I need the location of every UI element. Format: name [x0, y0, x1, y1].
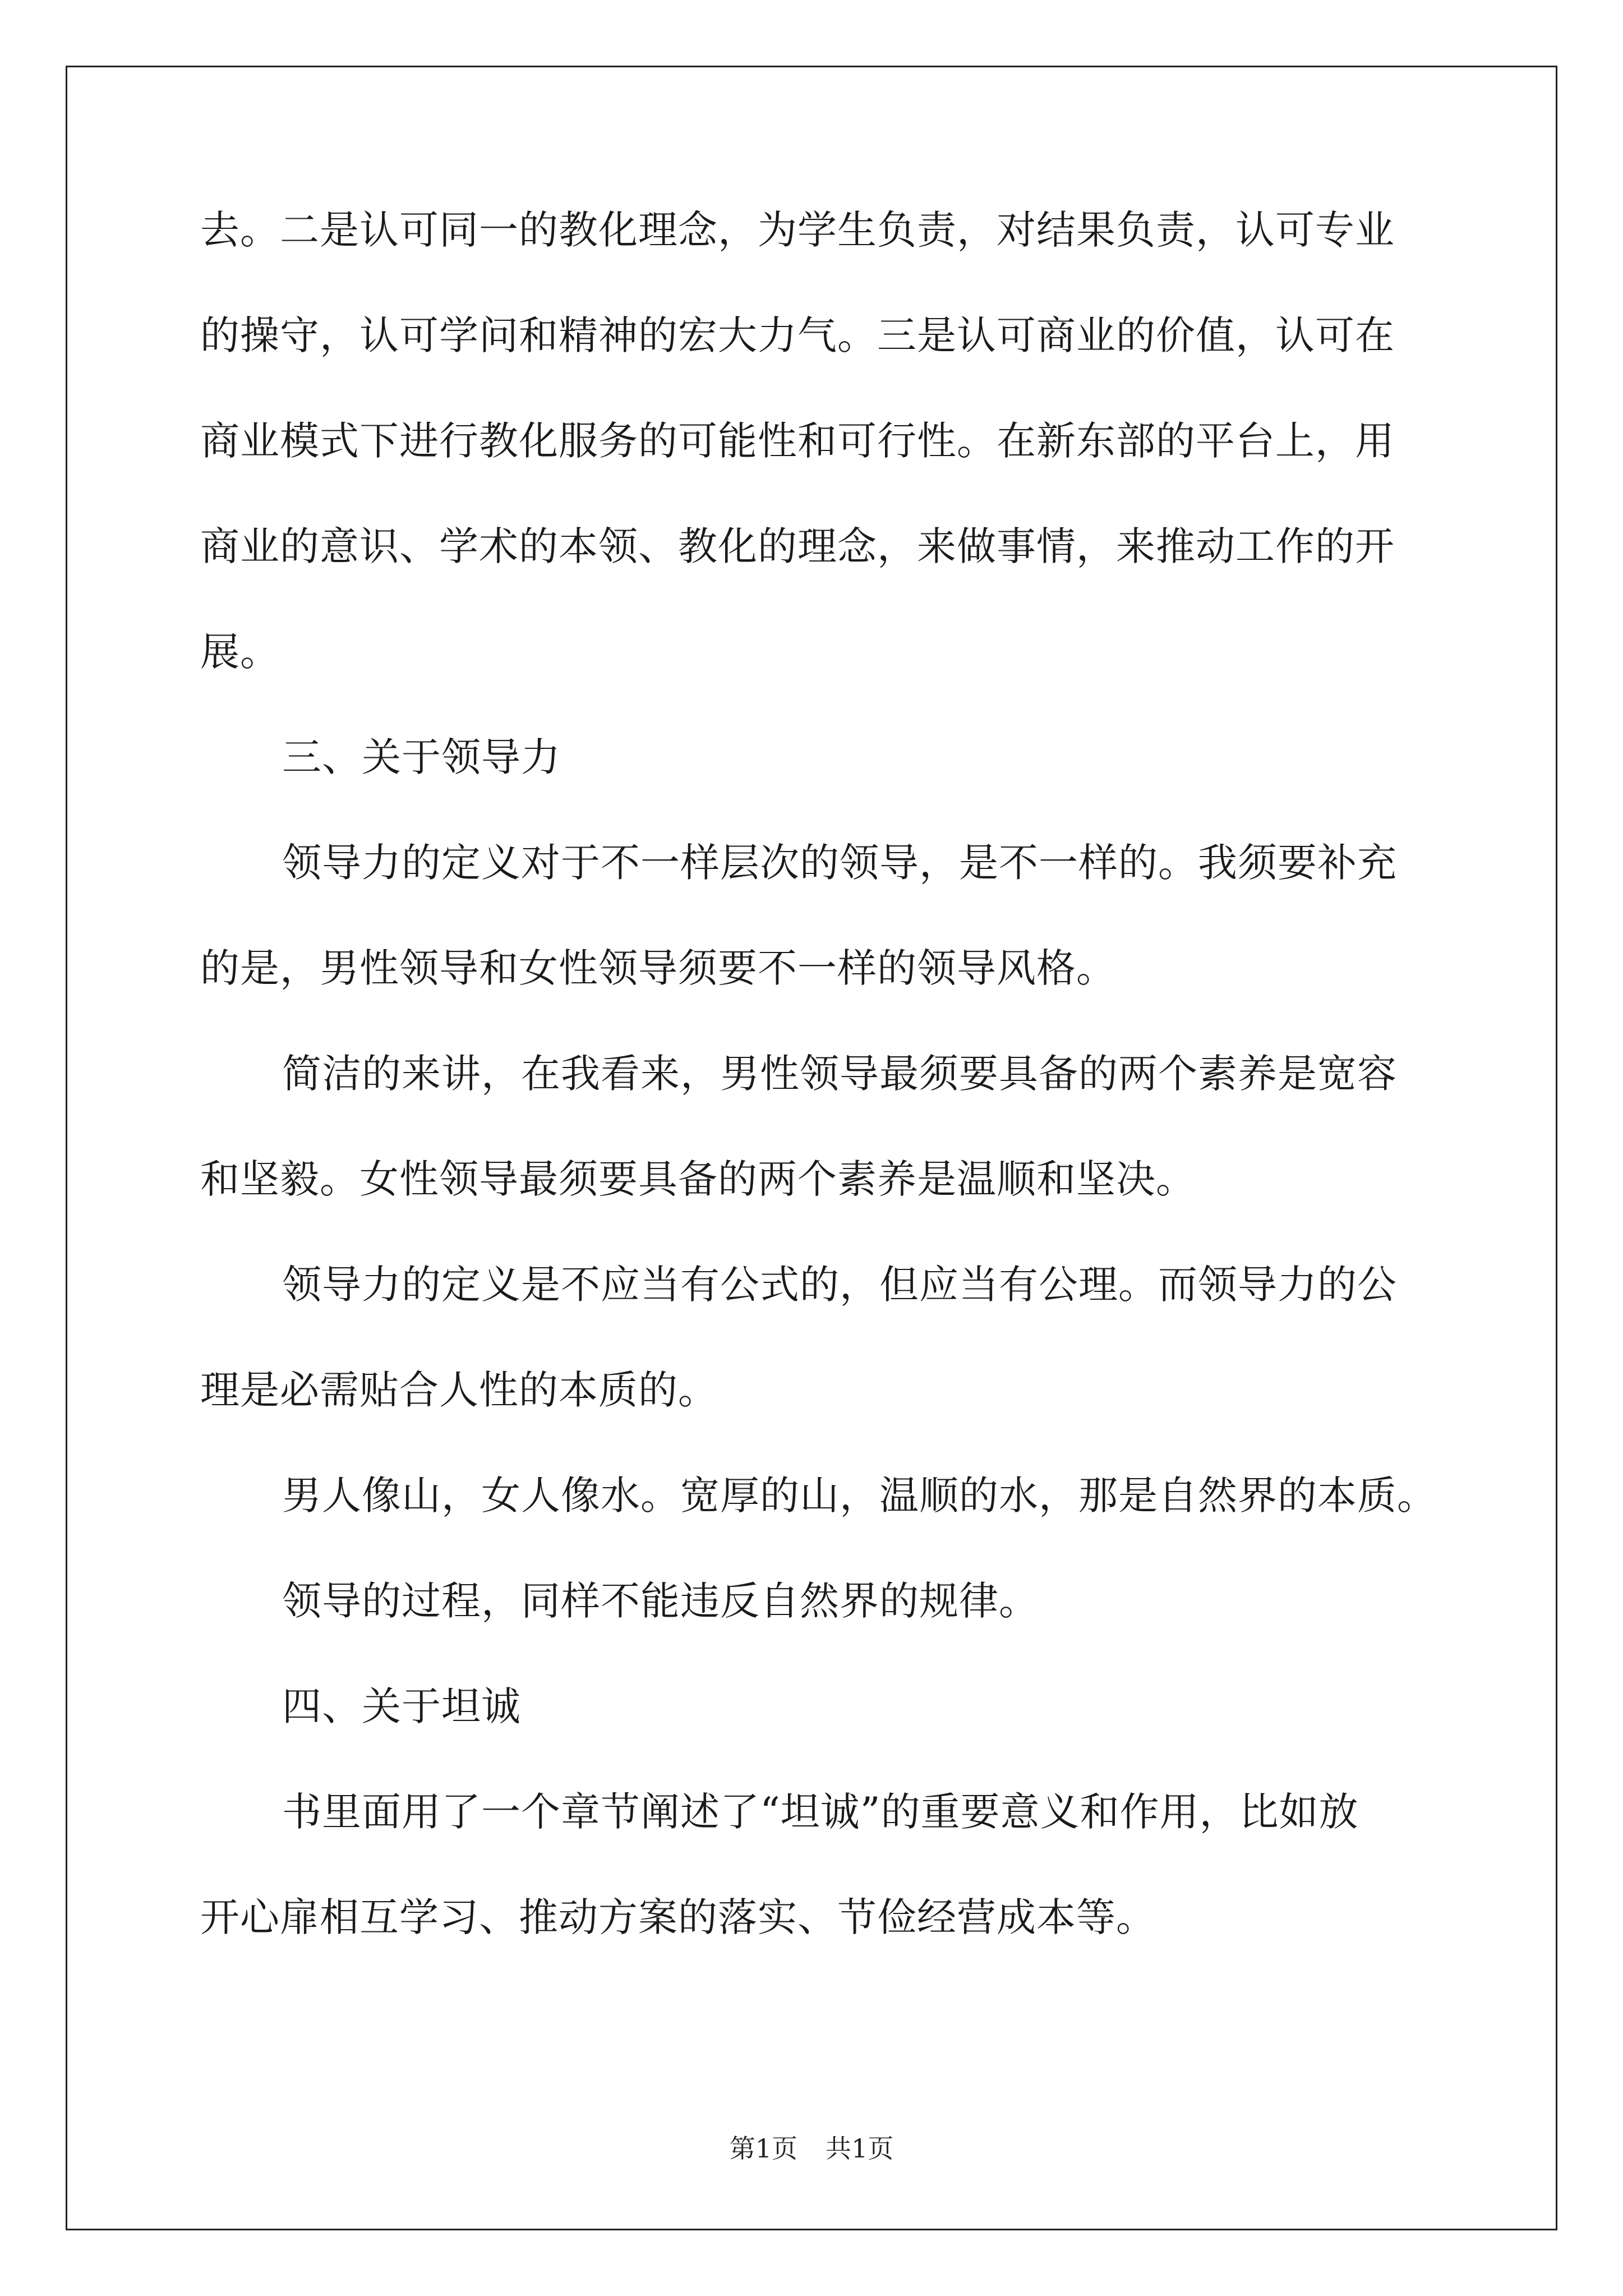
paragraph-line-4: 商业的意识、学术的本领、教化的理念，来做事情，来推动工作的开 — [200, 523, 1395, 569]
page-total: 共1页 — [826, 2133, 894, 2164]
section-heading-leadership: 三、关于领导力 — [282, 734, 561, 780]
section-heading-candor: 四、关于坦诚 — [282, 1683, 521, 1729]
paragraph-line-13: 男人像山，女人像水。宽厚的山，温顺的水，那是自然界的本质。 — [282, 1473, 1437, 1519]
paragraph-line-9: 简洁的来讲，在我看来，男性领导最须要具备的两个素养是宽容 — [282, 1051, 1397, 1097]
paragraph-line-3: 商业模式下进行教化服务的可能性和可行性。在新东部的平台上，用 — [200, 418, 1395, 464]
paragraph-line-12: 理是必需贴合人性的本质的。 — [200, 1367, 718, 1413]
paragraph-line-5: 展。 — [200, 629, 280, 675]
paragraph-line-8: 的是，男性领导和女性领导须要不一样的领导风格。 — [200, 945, 1116, 991]
document-body — [200, 207, 1437, 2000]
paragraph-line-14: 领导的过程，同样不能违反自然界的规律。 — [282, 1578, 1039, 1624]
paragraph-line-10: 和坚毅。女性领导最须要具备的两个素养是温顺和坚决。 — [200, 1156, 1196, 1202]
page-footer — [0, 2132, 1623, 2165]
page-number: 第1页 — [729, 2133, 797, 2164]
paragraph-line-1: 去。二是认可同一的教化理念，为学生负责，对结果负责，认可专业 — [200, 207, 1395, 253]
paragraph-line-17: 开心扉相互学习、推动方案的落实、节俭经营成本等。 — [200, 1894, 1156, 1940]
paragraph-line-11: 领导力的定义是不应当有公式的，但应当有公理。而领导力的公 — [282, 1262, 1397, 1308]
paragraph-line-7: 领导力的定义对于不一样层次的领导，是不一样的。我须要补充 — [282, 840, 1397, 886]
paragraph-line-16: 书里面用了一个章节阐述了“坦诚”的重要意义和作用，比如放 — [282, 1789, 1359, 1835]
paragraph-line-2: 的操守，认可学问和精神的宏大力气。三是认可商业的价值，认可在 — [200, 312, 1395, 358]
